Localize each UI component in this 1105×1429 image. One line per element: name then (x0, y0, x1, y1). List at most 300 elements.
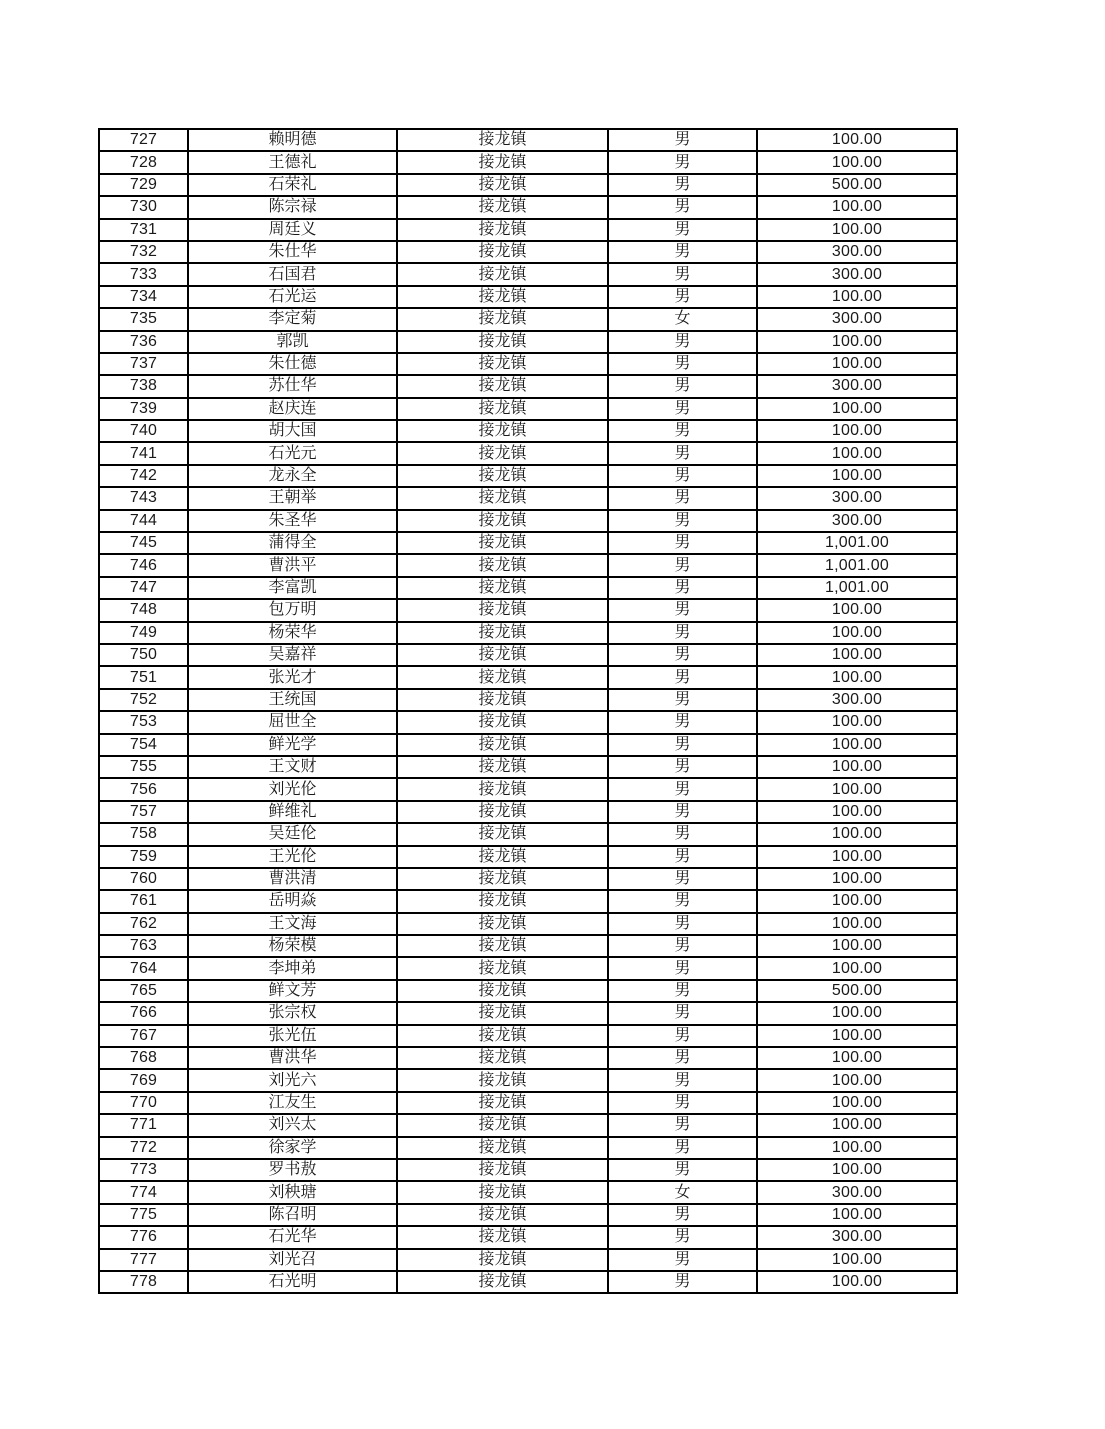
cell-gender: 男 (608, 442, 757, 464)
cell-gender: 女 (608, 1181, 757, 1203)
cell-row-number: 762 (99, 913, 188, 935)
cell-amount: 100.00 (757, 196, 957, 218)
cell-row-number: 732 (99, 241, 188, 263)
cell-amount: 100.00 (757, 420, 957, 442)
table-row (99, 465, 957, 487)
cell-row-number: 766 (99, 1002, 188, 1024)
cell-gender: 男 (608, 577, 757, 599)
cell-amount: 100.00 (757, 756, 957, 778)
cell-gender: 男 (608, 644, 757, 666)
cell-gender: 男 (608, 846, 757, 868)
cell-town: 接龙镇 (397, 1181, 608, 1203)
cell-row-number: 729 (99, 174, 188, 196)
cell-row-number: 775 (99, 1204, 188, 1226)
cell-town: 接龙镇 (397, 957, 608, 979)
table-row (99, 599, 957, 621)
cell-town: 接龙镇 (397, 487, 608, 509)
cell-row-number: 756 (99, 778, 188, 800)
cell-amount: 100.00 (757, 1047, 957, 1069)
cell-town: 接龙镇 (397, 868, 608, 890)
cell-row-number: 765 (99, 980, 188, 1002)
table-row (99, 823, 957, 845)
table-row (99, 666, 957, 688)
cell-gender: 男 (608, 487, 757, 509)
cell-person-name: 罗书敖 (188, 1159, 397, 1181)
cell-town: 接龙镇 (397, 1047, 608, 1069)
cell-gender: 男 (608, 532, 757, 554)
cell-row-number: 740 (99, 420, 188, 442)
cell-gender: 男 (608, 913, 757, 935)
cell-person-name: 杨荣模 (188, 935, 397, 957)
cell-person-name: 苏仕华 (188, 375, 397, 397)
cell-amount: 100.00 (757, 442, 957, 464)
cell-town: 接龙镇 (397, 554, 608, 576)
table-row (99, 308, 957, 330)
cell-gender: 男 (608, 1249, 757, 1271)
cell-town: 接龙镇 (397, 1249, 608, 1271)
cell-row-number: 746 (99, 554, 188, 576)
cell-amount: 100.00 (757, 599, 957, 621)
cell-row-number: 747 (99, 577, 188, 599)
cell-gender: 男 (608, 331, 757, 353)
cell-amount: 100.00 (757, 353, 957, 375)
cell-person-name: 包万明 (188, 599, 397, 621)
cell-amount: 300.00 (757, 1181, 957, 1203)
cell-row-number: 758 (99, 823, 188, 845)
table-row (99, 1025, 957, 1047)
cell-row-number: 738 (99, 375, 188, 397)
cell-gender: 男 (608, 778, 757, 800)
cell-person-name: 吴嘉祥 (188, 644, 397, 666)
cell-town: 接龙镇 (397, 398, 608, 420)
cell-amount: 500.00 (757, 174, 957, 196)
cell-gender: 男 (608, 666, 757, 688)
cell-person-name: 刘光召 (188, 1249, 397, 1271)
cell-row-number: 777 (99, 1249, 188, 1271)
table-row (99, 801, 957, 823)
cell-row-number: 734 (99, 286, 188, 308)
cell-row-number: 761 (99, 890, 188, 912)
cell-town: 接龙镇 (397, 241, 608, 263)
cell-gender: 男 (608, 263, 757, 285)
cell-row-number: 751 (99, 666, 188, 688)
cell-gender: 男 (608, 734, 757, 756)
table-row (99, 129, 957, 151)
table-row (99, 1204, 957, 1226)
cell-gender: 男 (608, 174, 757, 196)
cell-amount: 300.00 (757, 1226, 957, 1248)
cell-town: 接龙镇 (397, 1114, 608, 1136)
table-row (99, 510, 957, 532)
cell-amount: 100.00 (757, 957, 957, 979)
cell-person-name: 张光伍 (188, 1025, 397, 1047)
cell-gender: 男 (608, 957, 757, 979)
cell-person-name: 王朝举 (188, 487, 397, 509)
cell-town: 接龙镇 (397, 151, 608, 173)
cell-person-name: 石光元 (188, 442, 397, 464)
cell-town: 接龙镇 (397, 577, 608, 599)
cell-town: 接龙镇 (397, 1002, 608, 1024)
cell-row-number: 744 (99, 510, 188, 532)
cell-amount: 100.00 (757, 1249, 957, 1271)
cell-person-name: 王统国 (188, 689, 397, 711)
cell-town: 接龙镇 (397, 1159, 608, 1181)
cell-row-number: 770 (99, 1092, 188, 1114)
cell-row-number: 754 (99, 734, 188, 756)
table-row (99, 1092, 957, 1114)
cell-town: 接龙镇 (397, 644, 608, 666)
cell-amount: 100.00 (757, 1137, 957, 1159)
cell-row-number: 749 (99, 622, 188, 644)
table-row (99, 980, 957, 1002)
cell-town: 接龙镇 (397, 711, 608, 733)
cell-town: 接龙镇 (397, 1137, 608, 1159)
cell-gender: 男 (608, 554, 757, 576)
cell-person-name: 李富凯 (188, 577, 397, 599)
cell-amount: 100.00 (757, 1069, 957, 1091)
cell-gender: 男 (608, 1002, 757, 1024)
table-row (99, 711, 957, 733)
cell-person-name: 屈世全 (188, 711, 397, 733)
table-row (99, 1249, 957, 1271)
cell-town: 接龙镇 (397, 129, 608, 151)
table-row (99, 1271, 957, 1293)
cell-gender: 男 (608, 823, 757, 845)
cell-gender: 男 (608, 1271, 757, 1293)
cell-person-name: 刘光六 (188, 1069, 397, 1091)
cell-town: 接龙镇 (397, 510, 608, 532)
cell-town: 接龙镇 (397, 823, 608, 845)
table-row (99, 935, 957, 957)
cell-town: 接龙镇 (397, 846, 608, 868)
cell-town: 接龙镇 (397, 286, 608, 308)
cell-gender: 男 (608, 219, 757, 241)
cell-gender: 男 (608, 1226, 757, 1248)
cell-gender: 男 (608, 868, 757, 890)
cell-row-number: 768 (99, 1047, 188, 1069)
cell-row-number: 739 (99, 398, 188, 420)
table-row (99, 778, 957, 800)
cell-amount: 100.00 (757, 465, 957, 487)
cell-town: 接龙镇 (397, 1069, 608, 1091)
cell-town: 接龙镇 (397, 465, 608, 487)
cell-gender: 男 (608, 689, 757, 711)
cell-town: 接龙镇 (397, 174, 608, 196)
cell-row-number: 737 (99, 353, 188, 375)
table-row (99, 398, 957, 420)
cell-town: 接龙镇 (397, 420, 608, 442)
table-row (99, 442, 957, 464)
cell-gender: 男 (608, 1159, 757, 1181)
table-row (99, 151, 957, 173)
table-row (99, 622, 957, 644)
cell-gender: 男 (608, 935, 757, 957)
cell-amount: 100.00 (757, 711, 957, 733)
cell-row-number: 745 (99, 532, 188, 554)
cell-amount: 300.00 (757, 689, 957, 711)
cell-amount: 100.00 (757, 1271, 957, 1293)
cell-row-number: 773 (99, 1159, 188, 1181)
cell-row-number: 733 (99, 263, 188, 285)
cell-town: 接龙镇 (397, 1226, 608, 1248)
cell-gender: 男 (608, 353, 757, 375)
cell-gender: 男 (608, 151, 757, 173)
cell-row-number: 748 (99, 599, 188, 621)
cell-gender: 男 (608, 801, 757, 823)
cell-gender: 男 (608, 1204, 757, 1226)
cell-town: 接龙镇 (397, 263, 608, 285)
cell-gender: 男 (608, 1092, 757, 1114)
table-row (99, 241, 957, 263)
cell-person-name: 曹洪清 (188, 868, 397, 890)
cell-row-number: 741 (99, 442, 188, 464)
table-row (99, 689, 957, 711)
cell-amount: 100.00 (757, 1159, 957, 1181)
cell-amount: 100.00 (757, 331, 957, 353)
cell-amount: 1,001.00 (757, 554, 957, 576)
cell-amount: 100.00 (757, 778, 957, 800)
cell-town: 接龙镇 (397, 308, 608, 330)
table-row (99, 957, 957, 979)
cell-amount: 300.00 (757, 487, 957, 509)
cell-person-name: 杨荣华 (188, 622, 397, 644)
cell-row-number: 727 (99, 129, 188, 151)
cell-gender: 男 (608, 622, 757, 644)
cell-person-name: 李定菊 (188, 308, 397, 330)
cell-person-name: 胡大国 (188, 420, 397, 442)
cell-gender: 男 (608, 1047, 757, 1069)
cell-person-name: 刘兴太 (188, 1114, 397, 1136)
cell-amount: 100.00 (757, 868, 957, 890)
table-row (99, 1047, 957, 1069)
cell-town: 接龙镇 (397, 599, 608, 621)
cell-amount: 100.00 (757, 129, 957, 151)
table-row (99, 554, 957, 576)
cell-amount: 100.00 (757, 734, 957, 756)
cell-row-number: 742 (99, 465, 188, 487)
cell-person-name: 石光运 (188, 286, 397, 308)
cell-row-number: 771 (99, 1114, 188, 1136)
cell-person-name: 李坤弟 (188, 957, 397, 979)
cell-amount: 300.00 (757, 510, 957, 532)
cell-amount: 100.00 (757, 151, 957, 173)
cell-gender: 男 (608, 599, 757, 621)
cell-gender: 男 (608, 1069, 757, 1091)
cell-amount: 300.00 (757, 308, 957, 330)
table-row (99, 353, 957, 375)
cell-gender: 男 (608, 241, 757, 263)
cell-person-name: 石国君 (188, 263, 397, 285)
cell-person-name: 鲜光学 (188, 734, 397, 756)
cell-row-number: 730 (99, 196, 188, 218)
cell-amount: 300.00 (757, 241, 957, 263)
cell-gender: 男 (608, 465, 757, 487)
cell-row-number: 763 (99, 935, 188, 957)
cell-person-name: 龙永全 (188, 465, 397, 487)
cell-town: 接龙镇 (397, 913, 608, 935)
cell-person-name: 鲜维礼 (188, 801, 397, 823)
cell-row-number: 752 (99, 689, 188, 711)
cell-row-number: 735 (99, 308, 188, 330)
table-row (99, 868, 957, 890)
cell-person-name: 王文海 (188, 913, 397, 935)
table-row (99, 1002, 957, 1024)
table-row (99, 1159, 957, 1181)
cell-amount: 100.00 (757, 913, 957, 935)
cell-town: 接龙镇 (397, 1092, 608, 1114)
cell-town: 接龙镇 (397, 442, 608, 464)
cell-person-name: 石光明 (188, 1271, 397, 1293)
cell-person-name: 岳明焱 (188, 890, 397, 912)
cell-town: 接龙镇 (397, 778, 608, 800)
cell-person-name: 江友生 (188, 1092, 397, 1114)
table-row (99, 1069, 957, 1091)
cell-amount: 1,001.00 (757, 532, 957, 554)
cell-row-number: 767 (99, 1025, 188, 1047)
table-row (99, 1114, 957, 1136)
cell-gender: 男 (608, 375, 757, 397)
cell-row-number: 755 (99, 756, 188, 778)
cell-row-number: 778 (99, 1271, 188, 1293)
cell-town: 接龙镇 (397, 734, 608, 756)
cell-amount: 100.00 (757, 935, 957, 957)
cell-town: 接龙镇 (397, 353, 608, 375)
cell-gender: 男 (608, 129, 757, 151)
cell-gender: 男 (608, 711, 757, 733)
cell-amount: 100.00 (757, 890, 957, 912)
cell-person-name: 蒲得全 (188, 532, 397, 554)
cell-amount: 100.00 (757, 1092, 957, 1114)
table-row (99, 846, 957, 868)
cell-town: 接龙镇 (397, 801, 608, 823)
cell-gender: 男 (608, 1137, 757, 1159)
cell-row-number: 769 (99, 1069, 188, 1091)
table-row (99, 263, 957, 285)
cell-person-name: 陈宗禄 (188, 196, 397, 218)
table-row (99, 577, 957, 599)
cell-person-name: 王光伦 (188, 846, 397, 868)
cell-amount: 100.00 (757, 644, 957, 666)
cell-amount: 100.00 (757, 801, 957, 823)
table-row (99, 644, 957, 666)
table-row (99, 196, 957, 218)
cell-person-name: 曹洪平 (188, 554, 397, 576)
cell-town: 接龙镇 (397, 196, 608, 218)
cell-amount: 100.00 (757, 823, 957, 845)
cell-amount: 100.00 (757, 1204, 957, 1226)
cell-person-name: 王德礼 (188, 151, 397, 173)
cell-town: 接龙镇 (397, 1204, 608, 1226)
table-row (99, 331, 957, 353)
cell-person-name: 张宗权 (188, 1002, 397, 1024)
cell-amount: 100.00 (757, 666, 957, 688)
cell-gender: 男 (608, 980, 757, 1002)
cell-person-name: 朱仕德 (188, 353, 397, 375)
cell-gender: 女 (608, 308, 757, 330)
cell-town: 接龙镇 (397, 375, 608, 397)
table-row (99, 1181, 957, 1203)
cell-gender: 男 (608, 756, 757, 778)
table-body (99, 129, 957, 1293)
cell-amount: 300.00 (757, 263, 957, 285)
cell-row-number: 731 (99, 219, 188, 241)
cell-amount: 100.00 (757, 1114, 957, 1136)
cell-amount: 100.00 (757, 286, 957, 308)
cell-town: 接龙镇 (397, 331, 608, 353)
cell-person-name: 朱圣华 (188, 510, 397, 532)
cell-row-number: 753 (99, 711, 188, 733)
table-row (99, 487, 957, 509)
cell-person-name: 刘秧瑭 (188, 1181, 397, 1203)
cell-gender: 男 (608, 398, 757, 420)
table-row (99, 420, 957, 442)
cell-person-name: 周廷义 (188, 219, 397, 241)
cell-amount: 500.00 (757, 980, 957, 1002)
cell-person-name: 赖明德 (188, 129, 397, 151)
cell-row-number: 750 (99, 644, 188, 666)
cell-town: 接龙镇 (397, 935, 608, 957)
cell-person-name: 曹洪华 (188, 1047, 397, 1069)
cell-person-name: 徐家学 (188, 1137, 397, 1159)
cell-person-name: 朱仕华 (188, 241, 397, 263)
cell-amount: 100.00 (757, 398, 957, 420)
cell-row-number: 743 (99, 487, 188, 509)
cell-gender: 男 (608, 420, 757, 442)
cell-town: 接龙镇 (397, 532, 608, 554)
cell-town: 接龙镇 (397, 219, 608, 241)
cell-person-name: 鲜文芳 (188, 980, 397, 1002)
cell-gender: 男 (608, 1025, 757, 1047)
table-row (99, 1226, 957, 1248)
cell-row-number: 776 (99, 1226, 188, 1248)
cell-amount: 100.00 (757, 1002, 957, 1024)
cell-row-number: 728 (99, 151, 188, 173)
cell-town: 接龙镇 (397, 689, 608, 711)
cell-person-name: 王文财 (188, 756, 397, 778)
cell-row-number: 772 (99, 1137, 188, 1159)
cell-row-number: 757 (99, 801, 188, 823)
cell-town: 接龙镇 (397, 1025, 608, 1047)
cell-amount: 100.00 (757, 622, 957, 644)
table-row (99, 756, 957, 778)
cell-gender: 男 (608, 510, 757, 532)
cell-amount: 100.00 (757, 1025, 957, 1047)
cell-row-number: 736 (99, 331, 188, 353)
table-row (99, 375, 957, 397)
cell-town: 接龙镇 (397, 890, 608, 912)
cell-row-number: 759 (99, 846, 188, 868)
cell-person-name: 吴廷伦 (188, 823, 397, 845)
table-row (99, 219, 957, 241)
table-row (99, 532, 957, 554)
cell-row-number: 764 (99, 957, 188, 979)
cell-town: 接龙镇 (397, 622, 608, 644)
cell-gender: 男 (608, 196, 757, 218)
cell-town: 接龙镇 (397, 980, 608, 1002)
cell-row-number: 774 (99, 1181, 188, 1203)
cell-person-name: 郭凯 (188, 331, 397, 353)
table-row (99, 890, 957, 912)
cell-person-name: 张光才 (188, 666, 397, 688)
cell-gender: 男 (608, 890, 757, 912)
table-row (99, 174, 957, 196)
table-row (99, 734, 957, 756)
cell-gender: 男 (608, 1114, 757, 1136)
cell-amount: 100.00 (757, 219, 957, 241)
cell-row-number: 760 (99, 868, 188, 890)
cell-person-name: 赵庆连 (188, 398, 397, 420)
cell-person-name: 石荣礼 (188, 174, 397, 196)
